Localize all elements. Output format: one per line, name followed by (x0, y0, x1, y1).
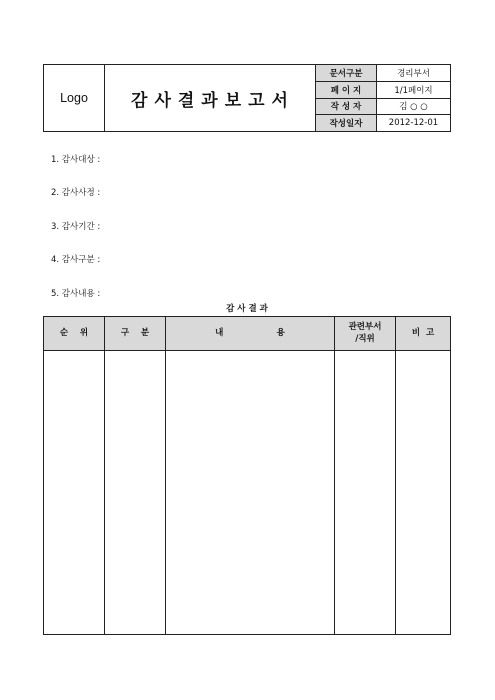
meta-value: 1/1페이지 (394, 85, 433, 96)
column-header: 순 위 (44, 317, 104, 351)
column-header: 비 고 (396, 317, 450, 351)
meta-label: 페 이 지 (316, 82, 377, 98)
meta-row-date (316, 115, 450, 131)
meta-row-author (316, 99, 450, 116)
audit-item-period: 3. 감사기간 : (51, 221, 101, 232)
column-body[interactable] (44, 351, 104, 634)
audit-item-review: 2. 감사사정 : (51, 188, 101, 199)
meta-row-page (316, 82, 450, 99)
audit-item-list (51, 142, 100, 310)
column-body[interactable] (105, 351, 165, 634)
meta-value: 김 ○ ○ (399, 102, 428, 113)
audit-item-content: 5. 감사내용 : (51, 288, 101, 299)
logo: Logo (44, 65, 105, 131)
results-column-remarks (396, 317, 450, 634)
audit-item-target: 1. 감사대상 : (51, 154, 101, 165)
meta-row-document-type (316, 65, 450, 82)
document-meta-table (316, 65, 450, 131)
column-body[interactable] (396, 351, 450, 634)
document-header (43, 64, 451, 132)
meta-value: 경리부서 (397, 68, 430, 79)
document-title: 감사결과보고서 (105, 65, 316, 131)
column-body[interactable] (335, 351, 395, 634)
column-body[interactable] (166, 351, 334, 634)
column-header: 구 분 (105, 317, 165, 351)
meta-label: 작성일자 (316, 115, 377, 131)
results-table (43, 316, 451, 635)
results-section-title: 감 사 결 과 (226, 304, 268, 314)
audit-item-category: 4. 감사구분 : (51, 255, 101, 266)
meta-value: 2012-12-01 (388, 118, 439, 129)
results-column-content (166, 317, 335, 634)
results-column-rank (44, 317, 105, 634)
column-header: 내 용 (166, 317, 334, 351)
column-header: 관련부서 /직위 (335, 317, 395, 351)
meta-label: 문서구분 (316, 65, 377, 81)
meta-label: 작 성 자 (316, 99, 377, 115)
results-column-department (335, 317, 396, 634)
results-column-category (105, 317, 166, 634)
